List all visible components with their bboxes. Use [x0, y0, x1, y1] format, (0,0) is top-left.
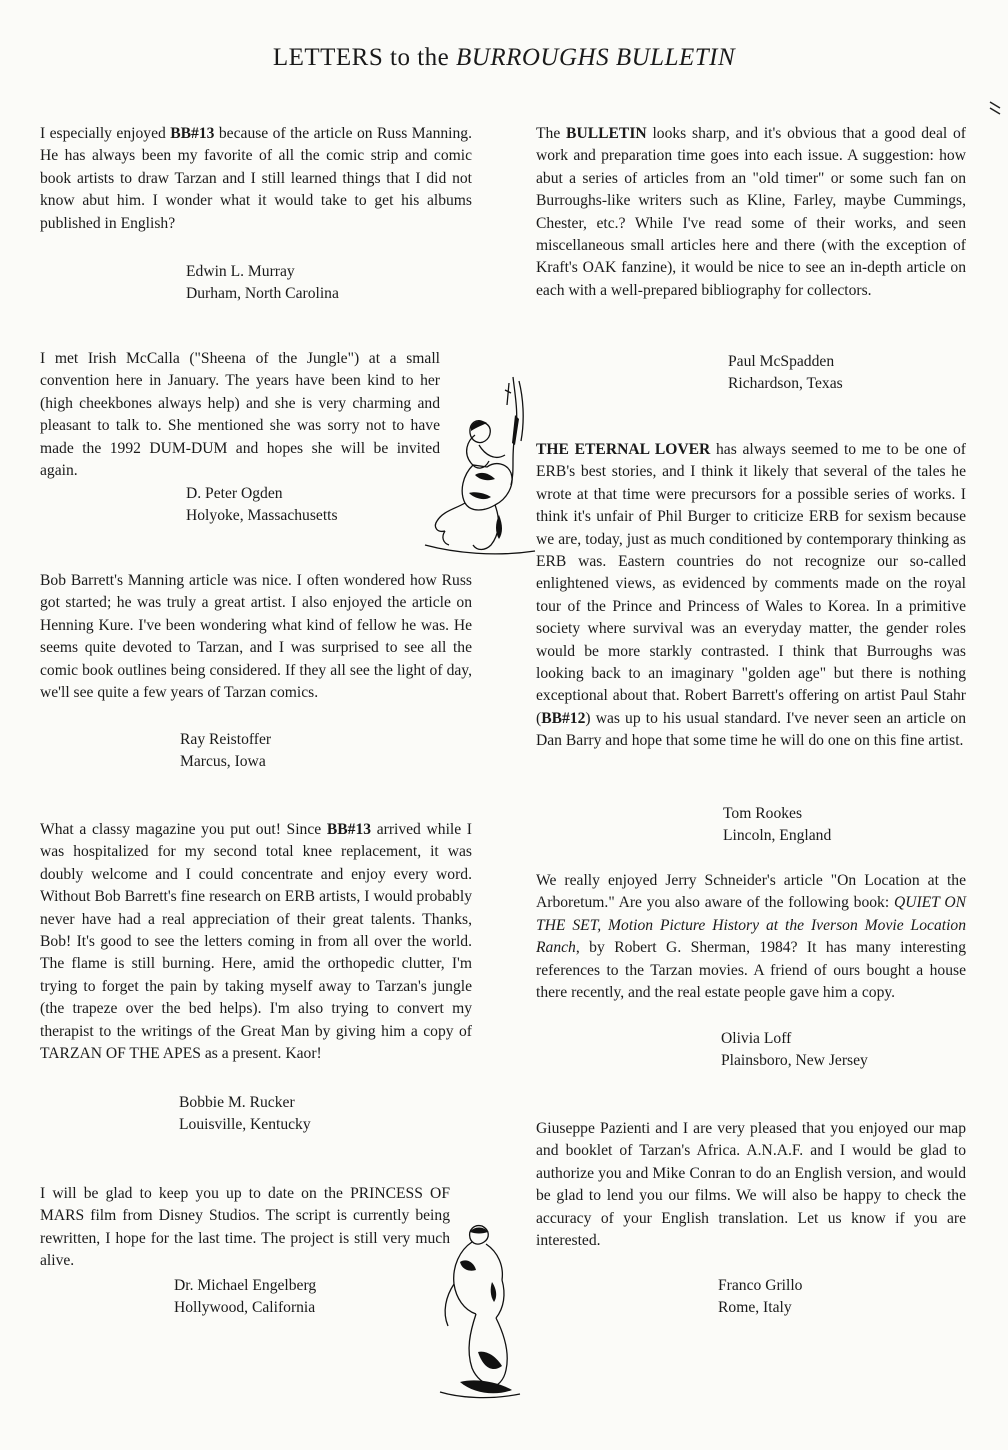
- letter-text: Bob Barrett's Manning article was nice. I often wondered how Russ got started; he was truly a great artist. I also enjoyed the article on Henning Kure. I've been wondering what kind of fellow he was. He seems quite devoted to Tarzan, and I was surprised to see all the comic book outlines being considered. If they all see the light of day, we'll see quite a few years of Tarzan comics.: [40, 572, 472, 702]
- letter-rookes: [536, 439, 966, 753]
- letter-text: ) was up to his usual standard. I've never seen an article on Dan Barry and hope that some time he will do one on this fine artist.: [536, 709, 966, 750]
- signature-place: Holyoke, Massachusetts: [186, 507, 338, 524]
- letter-text: because of the article on Russ Manning. He has always been my favorite of all the comic strip and comic book artists to draw Tarzan and I still learned things that I did not know abut him. I wonder what it would take to get his albums published in English?: [40, 125, 472, 232]
- signature-name: Dr. Michael Engelberg: [174, 1277, 317, 1294]
- signature-name: Tom Rookes: [723, 805, 803, 822]
- letter-text: Giuseppe Pazienti and I are very pleased that you enjoyed our map and booklet of Tarzan's Africa. A.N.A.F. and I would be glad to authorize you and Mike Conran to do an English version, and would be glad to lend you our films. We will also be happy to check the accuracy of your English translation. Let us know if you are interested.: [536, 1120, 966, 1250]
- issue-reference: BB#12: [541, 709, 586, 727]
- signature-place: Durham, North Carolina: [186, 285, 339, 302]
- letter-text: looks sharp, and it's obvious that a good deal of work and preparation time goes into each issue. A suggestion: how abut a series of articles from an "old timer" or some such fan on Burroughs-like writers such as Kline, Farley, maybe Cummings, Chester, etc.? While I've read some of their works, and seen miscellaneous small articles here and there (with the exception of Kraft's OAK fanzine), it would be nice to see an in-depth article on each with a well-prepared bibliography for collectors.: [536, 125, 966, 299]
- book-title: THE ETERNAL LOVER: [536, 441, 711, 458]
- signature-name: Edwin L. Murray: [186, 263, 295, 280]
- signature-name: Bobbie M. Rucker: [179, 1094, 295, 1111]
- signature-place: Richardson, Texas: [728, 375, 843, 392]
- signature-name: D. Peter Ogden: [186, 485, 283, 502]
- title-italic: BURROUGHS BULLETIN: [456, 44, 736, 71]
- signature-name: Franco Grillo: [718, 1277, 803, 1294]
- letter-ogden: [40, 348, 440, 482]
- bulletin-name: BULLETIN: [566, 125, 647, 142]
- tarzan-illustration: [420, 1222, 535, 1407]
- signature-place: Louisville, Kentucky: [179, 1116, 311, 1133]
- title-prefix: LETTERS to the: [272, 44, 456, 71]
- letter-text: I met Irish McCalla ("Sheena of the Jungle") at a small convention here in January. The years have been kind to her (high cheekbones always help) and she is very charming and pleasant to talk to. She mentioned she was sorry not to have made the 1992 DUM-DUM and hopes she will be invited again.: [40, 350, 440, 480]
- signature-name: Olivia Loff: [721, 1030, 792, 1047]
- letter-rucker: [40, 819, 472, 1065]
- letter-text: I will be glad to keep you up to date on the PRINCESS OF MARS film from Disney Studios. The script is currently being rewritten, I hope for the last time. The project is still very much alive.: [40, 1185, 450, 1270]
- issue-reference: BB#13: [170, 125, 215, 142]
- signature-place: Rome, Italy: [718, 1299, 792, 1316]
- letter-text: We really enjoyed Jerry Schneider's article "On Location at the Arboretum." Are you also aware of the following book:: [536, 872, 966, 912]
- signature-place: Lincoln, England: [723, 827, 832, 844]
- signature-place: Marcus, Iowa: [180, 753, 266, 770]
- letter-text: has always seemed to me to be one of ERB's best stories, and I think it likely that several of the tales he wrote at that time were precursors for a possible series of works. I think it's unfair of Phil Burger to criticize ERB for sexism because we are, today, just as much conditioned by contemporary thinking as ERB was. Eastern countries do not recognize our so-called enlightened views, as evidenced by comments made on the royal tour of the Prince and Princess of Wales to Korea. In a primitive society where survival was an everyday matter, the gender roles would be more starkly contrasted. I think that Burroughs was looking back to an imaginary "golden age" but there is nothing exceptional about that. Robert Barrett's offering on artist Paul Stahr (: [536, 441, 966, 727]
- sheena-illustration: [415, 375, 545, 560]
- letter-murray: [40, 123, 472, 235]
- signature-place: Hollywood, California: [174, 1299, 316, 1316]
- letter-engelberg: [40, 1183, 450, 1273]
- letter-loff: [536, 870, 966, 1004]
- signature-name: Ray Reistoffer: [180, 731, 272, 748]
- letter-reistoffer: [40, 570, 472, 704]
- letter-text: The: [536, 125, 567, 142]
- scan-mark-icon: [988, 100, 1002, 120]
- letter-text: arrived while I was hospitalized for my second total knee replacement, it was doubly welcome and I could concentrate and enjoy every word. Without Bob Barrett's fine research on ERB artists, I would probably never have had a real appreciation of their great talents. Thanks, Bob! It's good to see the letters coming in from all over the world. The flame is still burning. Here, amid the orthopedic clutter, I'm trying to forget the pain by taking myself away to Tarzan's jungle (the trapeze over the bed helps). I'm also trying to convert my therapist to the writings of the Great Man by giving him a copy of TARZAN OF THE APES as a present. Kaor!: [40, 821, 472, 1063]
- issue-reference: BB#13: [326, 821, 372, 838]
- signature-name: Paul McSpadden: [728, 353, 835, 370]
- letter-text: I especially enjoyed: [40, 125, 171, 142]
- letter-grillo: [536, 1118, 966, 1252]
- book-title: QUIET ON THE SET, Motion Picture History at the Iverson Movie Location Ranch: [536, 894, 966, 957]
- page-title: [0, 44, 1008, 72]
- letter-text: What a classy magazine you put out! Since: [40, 821, 327, 838]
- signature-place: Plainsboro, New Jersey: [721, 1052, 868, 1069]
- letter-text: , by Robert G. Sherman, 1984? It has many interesting references to the Tarzan movies. A friend of ours bought a house there recently, and the real estate people gave him a copy.: [536, 939, 966, 1002]
- letter-mcspadden: [536, 123, 966, 302]
